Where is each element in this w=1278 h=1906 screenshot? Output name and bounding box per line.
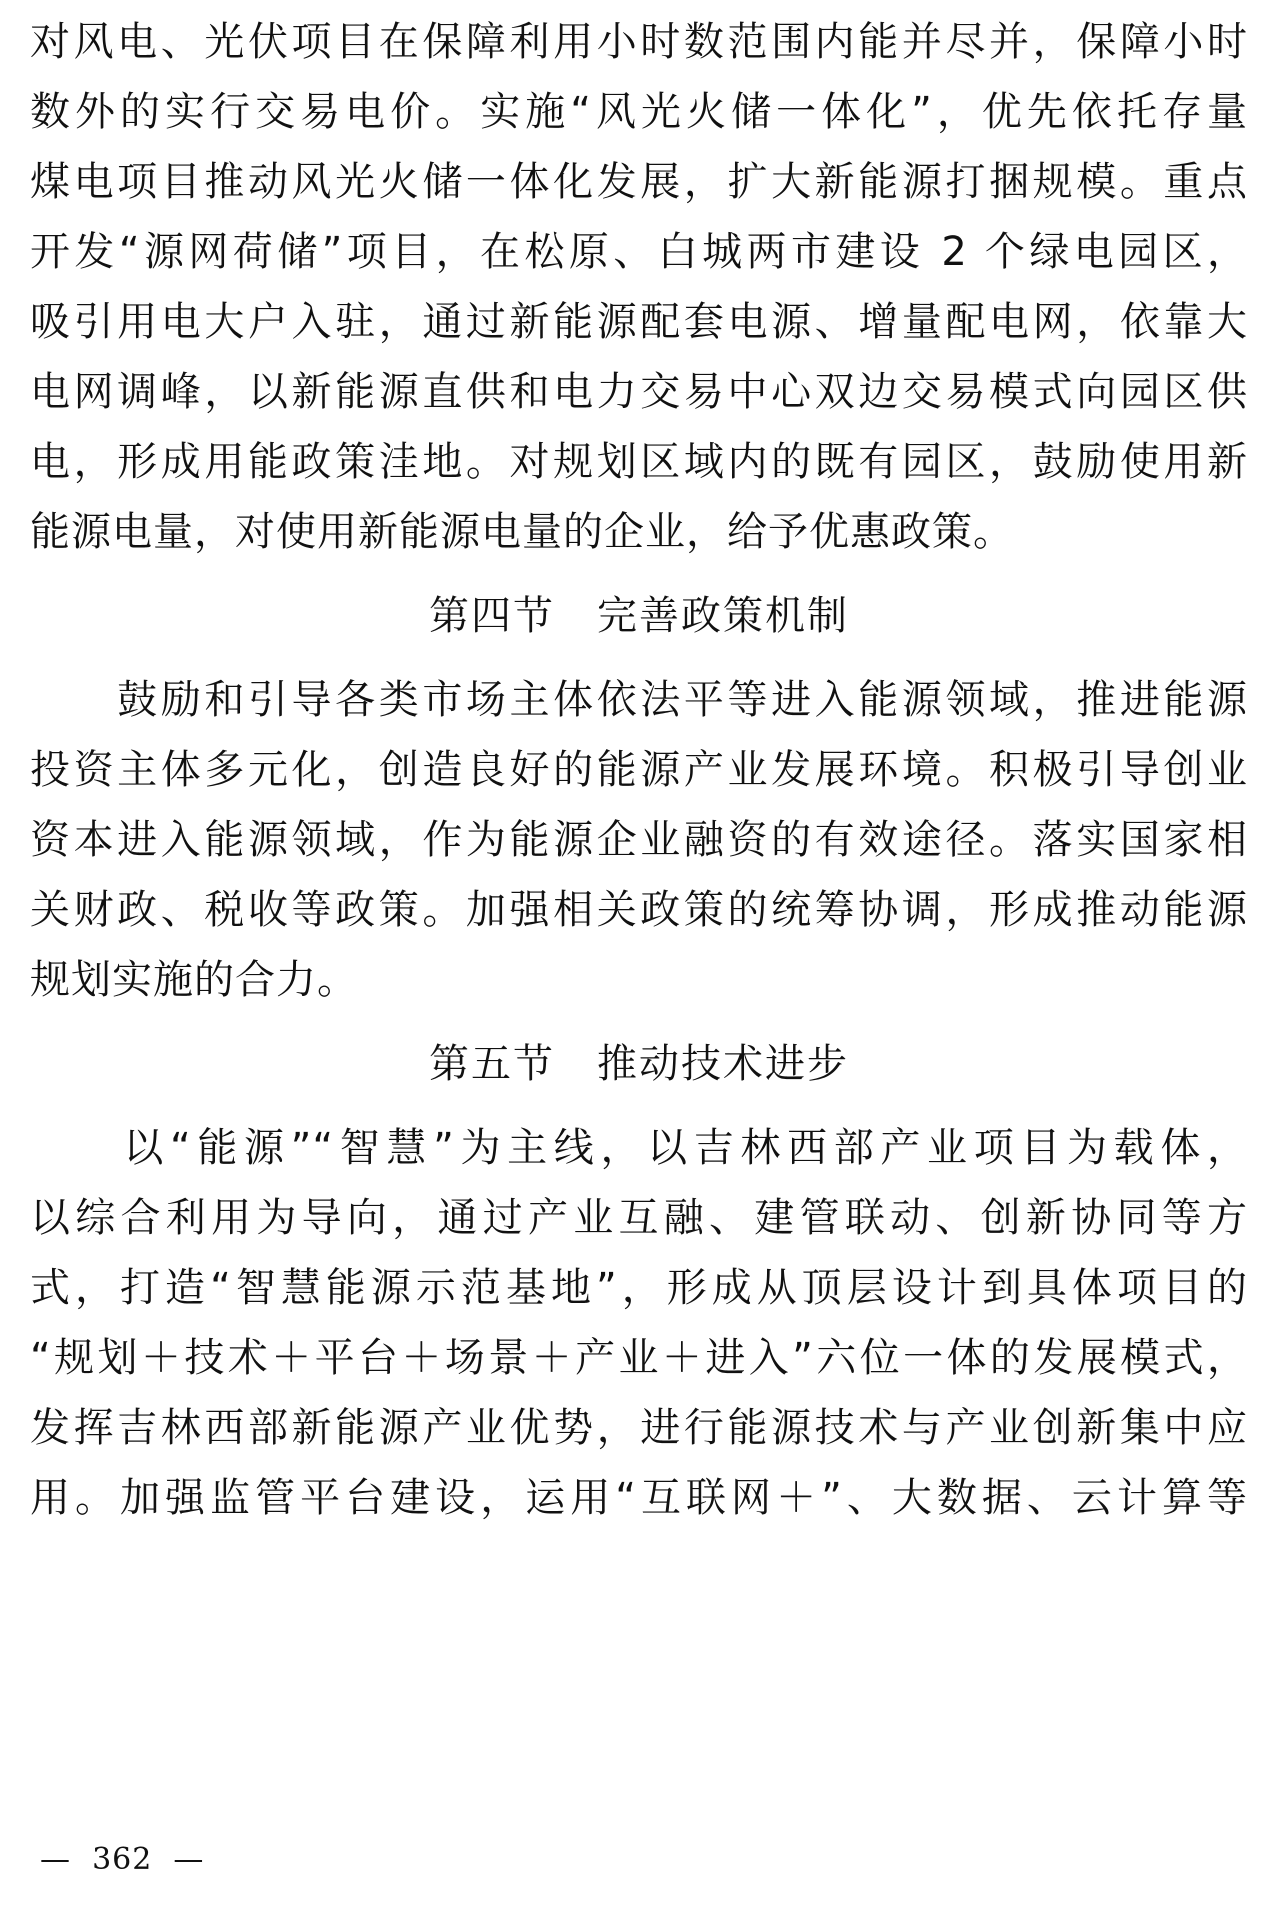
paragraph-line: 投资主体多元化，创造良好的能源产业发展环境。积极引导创业: [30, 747, 1248, 793]
paragraph-line: 用。加强监管平台建设，运用“互联网＋”、大数据、云计算等: [30, 1475, 1248, 1521]
paragraph-line: 开发“源网荷储”项目，在松原、白城两市建设 2 个绿电园区，: [30, 229, 1248, 275]
section-heading: 第五节 推动技术进步: [429, 1041, 849, 1087]
paragraph-line: 能源电量，对使用新能源电量的企业，给予优惠政策。: [30, 509, 1014, 555]
paragraph-line: 对风电、光伏项目在保障利用小时数范围内能并尽并，保障小时: [30, 19, 1248, 65]
paragraph-line: 煤电项目推动风光火储一体化发展，扩大新能源打捆规模。重点: [30, 159, 1248, 205]
paragraph-line: 以“能源”“智慧”为主线，以吉林西部产业项目为载体，: [30, 1125, 1248, 1171]
paragraph-line: 电，形成用能政策洼地。对规划区域内的既有园区，鼓励使用新: [30, 439, 1248, 485]
paragraph-line: 规划实施的合力。: [30, 957, 358, 1003]
paragraph-line: 以综合利用为导向，通过产业互融、建管联动、创新协同等方: [30, 1195, 1248, 1241]
paragraph-line: 发挥吉林西部新能源产业优势，进行能源技术与产业创新集中应: [30, 1405, 1248, 1451]
page-number: — 362 —: [40, 1842, 205, 1877]
paragraph-line: 数外的实行交易电价。实施“风光火储一体化”，优先依托存量: [30, 89, 1248, 135]
section-heading: 第四节 完善政策机制: [429, 593, 849, 639]
paragraph-line: 吸引用电大户入驻，通过新能源配套电源、增量配电网，依靠大: [30, 299, 1248, 345]
paragraph-line: 鼓励和引导各类市场主体依法平等进入能源领域，推进能源: [30, 677, 1248, 723]
paragraph-line: 资本进入能源领域，作为能源企业融资的有效途径。落实国家相: [30, 817, 1248, 863]
paragraph-line: 关财政、税收等政策。加强相关政策的统筹协调，形成推动能源: [30, 887, 1248, 933]
paragraph-line: “规划＋技术＋平台＋场景＋产业＋进入”六位一体的发展模式，: [30, 1335, 1248, 1381]
paragraph-line: 式，打造“智慧能源示范基地”，形成从顶层设计到具体项目的: [30, 1265, 1248, 1311]
paragraph-line: 电网调峰，以新能源直供和电力交易中心双边交易模式向园区供: [30, 369, 1248, 415]
